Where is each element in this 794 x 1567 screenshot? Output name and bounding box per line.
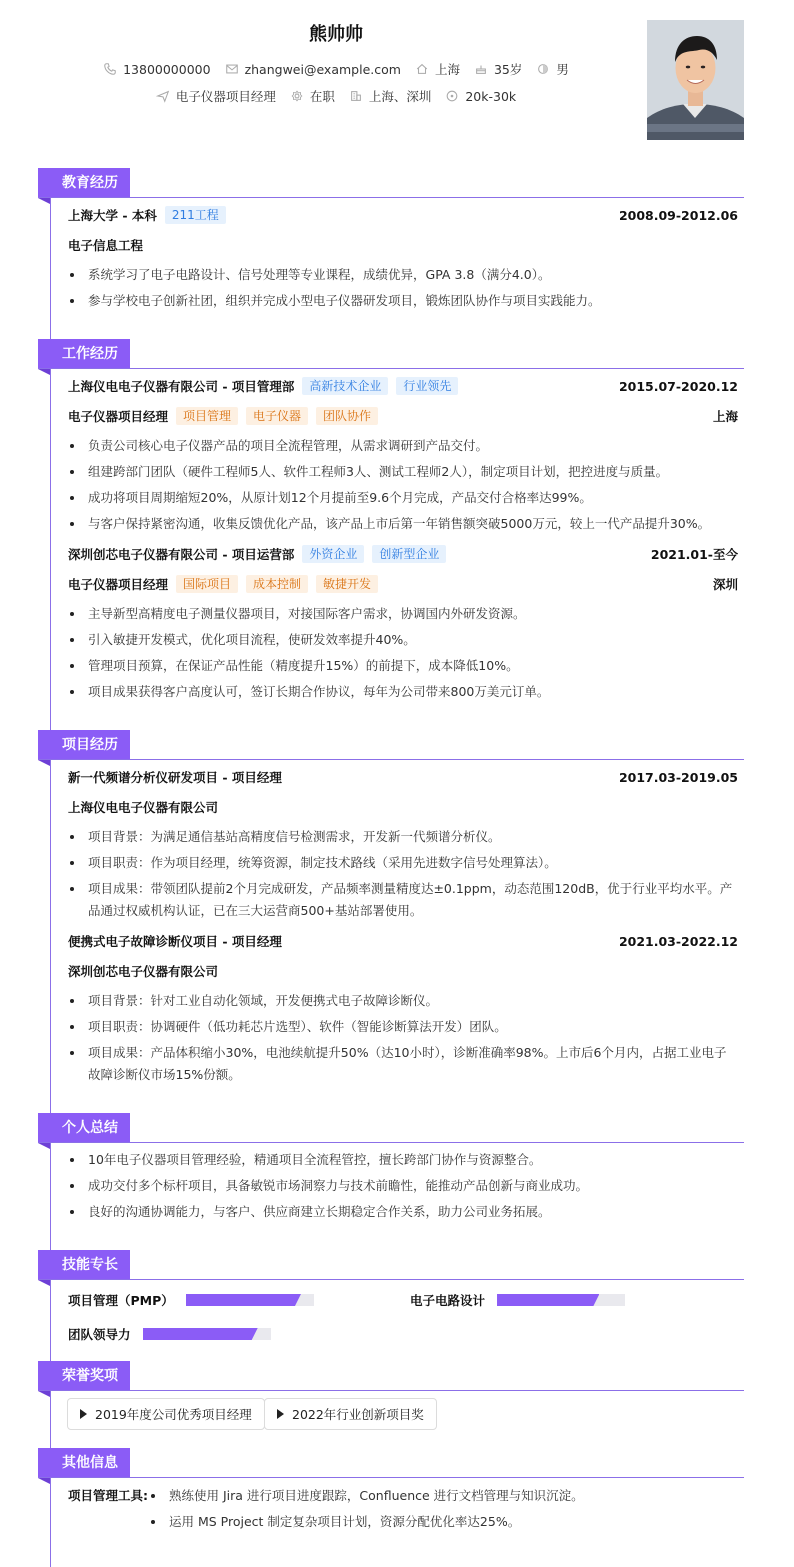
- section-title: 荣誉奖项: [38, 1361, 130, 1391]
- city-text: 上海: [434, 62, 460, 77]
- role-name: 电子仪器项目经理: [68, 577, 169, 592]
- list-item: 组建跨部门团队（硬件工程师5人、软件工程师3人、测试工程师2人），制定项目计划，把控进度与质量。: [68, 461, 738, 483]
- award-chip: [67, 1398, 265, 1430]
- list-item: 项目背景：针对工业自动化领域，开发便携式电子故障诊断仪。: [68, 990, 738, 1012]
- email-text: zhangwei@example.com: [244, 61, 401, 77]
- salary-info: [445, 89, 516, 104]
- list-item: 管理项目预算，在保证产品性能（精度提升15%）的前提下，成本降低10%。: [68, 655, 738, 677]
- skills-section: [38, 1250, 744, 1350]
- list-item: 系统学习了电子电路设计、信号处理等专业课程，成绩优异，GPA 3.8（满分4.0）。: [68, 264, 738, 286]
- age-text: 35岁: [493, 62, 523, 77]
- project-company: 上海仪电电子仪器有限公司: [68, 800, 219, 815]
- list-item: 参与学校电子创新社团，组织并完成小型电子仪器研发项目，锻炼团队协作与项目实践能力。: [68, 290, 738, 312]
- job-location: 上海: [712, 409, 738, 424]
- company-name: 深圳创芯电子仪器有限公司 - 项目运营部: [68, 547, 295, 562]
- school-tag: 211工程: [165, 206, 226, 224]
- play-icon: [80, 1409, 87, 1419]
- section-title: 项目经历: [38, 730, 130, 760]
- list-item: 与客户保持紧密沟通，收集反馈优化产品，该产品上市后第一年销售额突破5000万元，较上一代产品提升30%。: [68, 513, 738, 535]
- money-icon: [445, 89, 459, 103]
- section-divider: [38, 759, 744, 760]
- building-icon: [349, 89, 363, 103]
- role-tag: 敏捷开发: [316, 575, 378, 593]
- job-location: 深圳: [712, 577, 738, 592]
- position-text: 电子仪器项目经理: [175, 89, 276, 104]
- company-name: 上海仪电电子仪器有限公司 - 项目管理部: [68, 379, 295, 394]
- award-name: 2022年行业创新项目奖: [292, 1407, 424, 1422]
- project-company-row: [68, 798, 738, 816]
- company-tag: 外资企业: [302, 545, 364, 563]
- skill-bar: [497, 1294, 625, 1306]
- summary-section: [38, 1113, 744, 1233]
- project-name: 新一代频谱分析仪研发项目 - 项目经理: [68, 770, 282, 785]
- section-title: 个人总结: [38, 1113, 130, 1143]
- project-company: 深圳创芯电子仪器有限公司: [68, 964, 219, 979]
- gear-icon: [290, 89, 304, 103]
- skill-bar-fill: [186, 1294, 301, 1306]
- target-city-text: 上海、深圳: [368, 89, 432, 104]
- cake-icon: [474, 62, 488, 76]
- education-section: [38, 168, 744, 328]
- job-company-row: [68, 545, 738, 563]
- section-divider: [38, 1477, 744, 1478]
- section-divider: [38, 197, 744, 198]
- role-tag: 成本控制: [246, 575, 308, 593]
- project-name: 便携式电子故障诊断仪项目 - 项目经理: [68, 934, 282, 949]
- skill-item: [68, 1325, 271, 1343]
- list-item: 项目成果：产品体积缩小30%，电池续航提升50%（达10小时），诊断准确率98%。上市后6个月内，占据工业电子故障诊断仪市场15%份额。: [68, 1042, 738, 1086]
- list-item: 项目职责：协调硬件（低功耗芯片选型）、软件（智能诊断算法开发）团队。: [68, 1016, 738, 1038]
- list-item: 主导新型高精度电子测量仪器项目，对接国际客户需求，协调国内外研发资源。: [68, 603, 738, 625]
- section-divider: [38, 1279, 744, 1280]
- job-role-row: [68, 575, 738, 593]
- skill-bar-fill: [143, 1328, 258, 1340]
- skill-bar: [186, 1294, 314, 1306]
- education-period: 2008.09-2012.06: [618, 207, 738, 223]
- section-divider: [38, 1142, 744, 1143]
- salary-text: 20k-30k: [465, 88, 517, 104]
- project-title-row: [68, 768, 738, 786]
- award-chip: [264, 1398, 437, 1430]
- education-header: [38, 168, 744, 198]
- phone-info: [103, 62, 210, 77]
- major-name: 电子信息工程: [68, 238, 144, 253]
- list-item: 项目职责：作为项目经理，统筹资源，制定技术路线（采用先进数字信号处理算法）。: [68, 852, 738, 874]
- projects-section: [38, 730, 744, 1100]
- role-name: 电子仪器项目经理: [68, 409, 169, 424]
- skill-bar-fill: [497, 1294, 599, 1306]
- job-period: 2021.01-至今: [650, 547, 738, 562]
- skill-name: 电子电路设计: [410, 1293, 486, 1308]
- list-item: 10年电子仪器项目管理经验，精通项目全流程管控，擅长跨部门协作与资源整合。: [68, 1149, 738, 1171]
- section-divider: [38, 368, 744, 369]
- role-tag: 项目管理: [176, 407, 238, 425]
- age-info: [474, 60, 522, 78]
- list-item: 负责公司核心电子仪器产品的项目全流程管理，从需求调研到产品交付。: [68, 435, 738, 457]
- awards-section: [38, 1361, 744, 1441]
- company-tag: 行业领先: [396, 377, 458, 395]
- summary-header: [38, 1113, 744, 1143]
- skill-name: 团队领导力: [68, 1327, 131, 1342]
- job-intent-row: [0, 87, 672, 105]
- position-info: [156, 87, 276, 105]
- phone-text: 13800000000: [123, 61, 211, 77]
- skill-item: [410, 1291, 625, 1309]
- section-title: 教育经历: [38, 168, 130, 198]
- list-item: 项目背景：为满足通信基站高精度信号检测需求，开发新一代频谱分析仪。: [68, 826, 738, 848]
- list-item: 良好的沟通协调能力，与客户、供应商建立长期稳定合作关系，助力公司业务拓展。: [68, 1201, 738, 1223]
- home-icon: [415, 62, 429, 76]
- gender-info: [536, 60, 569, 78]
- other-section: [38, 1448, 744, 1548]
- contact-row: [0, 60, 672, 78]
- role-tag: 团队协作: [316, 407, 378, 425]
- gender-text: 男: [556, 62, 569, 77]
- projects-header: [38, 730, 744, 760]
- list-item: 运用 MS Project 制定复杂项目计划，资源分配优化率达25%。: [149, 1511, 738, 1533]
- list-item: 项目成果获得客户高度认可，签订长期合作协议，每年为公司带来800万美元订单。: [68, 681, 738, 703]
- project-title-row: [68, 932, 738, 950]
- list-item: 成功将项目周期缩短20%，从原计划12个月提前至9.6个月完成，产品交付合格率达99%。: [68, 487, 738, 509]
- skill-name: 项目管理（PMP）: [68, 1293, 174, 1308]
- project-period: 2021.03-2022.12: [618, 933, 738, 949]
- work-section: [38, 339, 744, 719]
- job-role-row: [68, 407, 738, 425]
- job-company-row: [68, 377, 738, 395]
- section-title: 技能专长: [38, 1250, 130, 1280]
- skill-bar: [143, 1328, 271, 1340]
- status-info: [290, 87, 335, 105]
- send-icon: [156, 89, 170, 103]
- profile-photo: [647, 20, 744, 140]
- mail-icon: [225, 62, 239, 76]
- section-title: 工作经历: [38, 339, 130, 369]
- skills-header: [38, 1250, 744, 1280]
- gender-icon: [536, 62, 550, 76]
- email-info: [225, 62, 401, 77]
- school-name: 上海大学 - 本科: [68, 208, 157, 223]
- target-city-info: [349, 87, 432, 105]
- education-row: [68, 206, 738, 224]
- phone-icon: [103, 62, 117, 76]
- company-tag: 创新型企业: [372, 545, 446, 563]
- list-item: 成功交付多个标杆项目，具备敏锐市场洞察力与技术前瞻性，能推动产品创新与商业成功。: [68, 1175, 738, 1197]
- list-item: 引入敏捷开发模式，优化项目流程，使研发效率提升40%。: [68, 629, 738, 651]
- section-divider: [38, 1390, 744, 1391]
- work-header: [38, 339, 744, 369]
- award-name: 2019年度公司优秀项目经理: [95, 1407, 252, 1422]
- awards-header: [38, 1361, 744, 1391]
- other-header: [38, 1448, 744, 1478]
- list-item: 项目成果：带领团队提前2个月完成研发，产品频率测量精度达±0.1ppm，动态范围120dB，优于行业平均水平。产品通过权威机构认证，已在三大运营商500+基站部署使用。: [68, 878, 738, 922]
- job-period: 2015.07-2020.12: [618, 378, 738, 394]
- candidate-name: 熊帅帅: [309, 24, 363, 45]
- project-company-row: [68, 962, 738, 980]
- list-item: 熟练使用 Jira 进行项目进度跟踪，Confluence 进行文档管理与知识沉淀。: [149, 1485, 738, 1507]
- role-tag: 电子仪器: [246, 407, 308, 425]
- play-icon: [277, 1409, 284, 1419]
- company-tag: 高新技术企业: [302, 377, 388, 395]
- skill-item: [68, 1291, 314, 1309]
- city-info: [415, 60, 460, 78]
- major-row: [68, 236, 738, 254]
- other-label: 项目管理工具:: [68, 1488, 148, 1503]
- status-text: 在职: [309, 89, 335, 104]
- role-tag: 国际项目: [176, 575, 238, 593]
- project-period: 2017.03-2019.05: [618, 769, 738, 785]
- section-title: 其他信息: [38, 1448, 130, 1478]
